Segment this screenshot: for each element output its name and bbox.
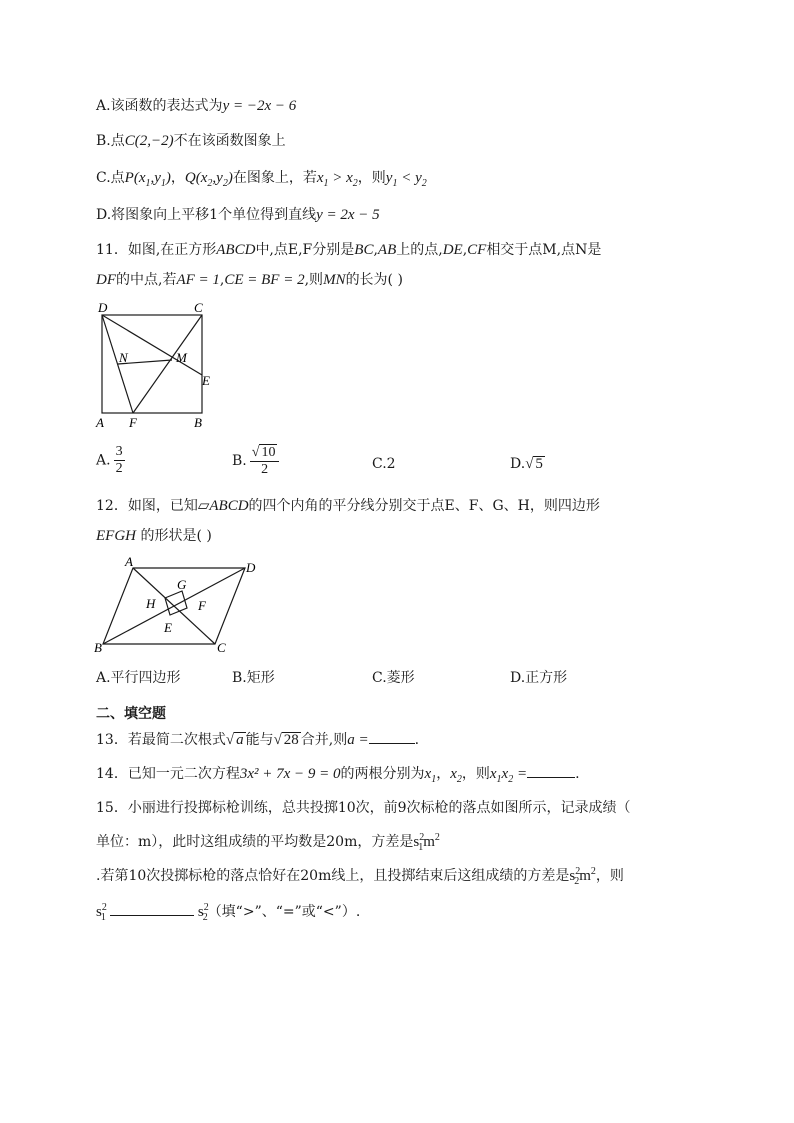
q11-label-b: B [194, 415, 202, 430]
q11-stem-line1: 11．如图,在正方形ABCD中,点E,F分别是BC,AB上的点,DE,CF相交于点M,点N是 [96, 242, 602, 258]
q12-quadrilateral-efgh [165, 591, 187, 615]
q14-stem: 14．已知一元二次方程3x² + 7x − 9 = 0的两根分别为$x_1$，$x_2$，则$x_1x_2$ = . [96, 763, 580, 790]
q11-label-n: N [119, 350, 128, 365]
q10-option-c: C.点$P(x_1,y_1)$，$Q(x_2,y_2)$在图象上，若$x_1 > x_2$，则$y_1 < y_2$ [96, 170, 427, 189]
q12-parallelogram-figure [90, 556, 270, 656]
q15-stem-line4: $s^2_1$ $s^2_2$（填“>”、“=”或“<”）. [96, 902, 361, 923]
q10-option-d-expr: y = 2x − 5 [316, 207, 380, 223]
q11-option-b-fraction: $\frac{√ 10}{2}$ [250, 444, 280, 478]
q11-label-d: D [98, 300, 108, 315]
q11-label-f: F [129, 415, 137, 430]
q12-stem-line1: 12．如图，已知▱ABCD的四个内角的平分线分别交于点E、F、G、H，则四边形 [96, 498, 600, 514]
q12-label-e: E [164, 620, 172, 635]
q11-option-a-fraction: $\frac{3}{2}$ [115, 444, 123, 476]
q10-option-a [96, 96, 296, 116]
q15-stem-line3: .若第10次投掷标枪的落点恰好在20m线上，且投掷结束后这组成绩的方差是$s^2_2m^2$，则 [96, 866, 624, 887]
q10-option-c-prefix: C.点 [96, 170, 125, 186]
q11-label-m: M [176, 350, 187, 365]
q11-segment-de [102, 315, 202, 375]
q15-answer-blank[interactable] [110, 901, 194, 916]
q13-answer-blank[interactable] [369, 729, 415, 744]
q14-answer-blank[interactable] [527, 763, 575, 778]
q11-option-b[interactable]: B. $\frac{√ 10}{2}$ [232, 444, 279, 478]
q12-label-d: D [246, 560, 256, 575]
q11-label-e: E [202, 373, 210, 388]
q10-option-c-point-p: $P(x_1,y_1)$ [124, 170, 171, 189]
q10-option-a-expr: y = −2x − 6 [222, 98, 297, 114]
q11-option-c[interactable]: C.2 [372, 456, 396, 472]
q12-option-b[interactable]: B.矩形 [232, 670, 275, 686]
q12-label-g: G [177, 577, 187, 592]
q11-option-a[interactable]: A. $\frac{3}{2}$ [96, 444, 123, 476]
q10-option-b-prefix: B.点 [96, 133, 125, 149]
q11-option-d[interactable]: D.√ 5 [510, 456, 543, 472]
q13-stem: 13．若最简二次根式√ a 能与√ 28 合并,则a = . [96, 729, 419, 750]
q15-stem-line1: 15．小丽进行投掷标枪训练，总共投掷10次，前9次标枪的落点如图所示，记录成绩（ [96, 800, 631, 816]
q12-label-c: C [217, 640, 226, 655]
q12-stem-line2: EFGH 的形状是( ) [96, 528, 212, 544]
q10-option-b [96, 131, 286, 151]
q10-option-b-suffix: 不在该函数图象上 [173, 133, 286, 149]
q12-option-a[interactable]: A.平行四边形 [96, 670, 181, 686]
q10-option-c-cond: $x_1 > x_2$ [316, 170, 358, 189]
q12-label-a: A [125, 556, 133, 569]
q10-option-c-point-q: $Q(x_2,y_2)$ [184, 170, 233, 189]
q15-stem-line2: 单位：m），此时这组成绩的平均数是20m，方差是$s^2_1m^2$ [96, 832, 440, 853]
q11-stem-line2: DF的中点,若AF = 1,CE = BF = 2,则MN的长为( ) [96, 272, 403, 288]
q10-option-c-then: ，则 [357, 170, 386, 186]
section-fill-in-heading: 二、填空题 [96, 706, 166, 722]
q11-segment-df [102, 315, 133, 413]
q10-option-c-mid: 在图象上，若 [232, 170, 317, 186]
q11-square-figure [90, 296, 230, 431]
q12-option-d[interactable]: D.正方形 [510, 670, 568, 686]
q11-segment-cf [133, 315, 202, 413]
q12-label-f: F [198, 598, 206, 613]
q10-option-b-expr: C(2,−2) [124, 133, 174, 149]
q11-label-a: A [96, 415, 104, 430]
q10-option-d [96, 205, 380, 225]
q12-label-h: H [146, 596, 156, 611]
q10-option-c-result: $y_1 < y_2$ [385, 170, 427, 189]
q12-option-c[interactable]: C.菱形 [372, 670, 415, 686]
q11-label-c: C [194, 300, 203, 315]
q12-segment-bd [103, 568, 245, 644]
q10-option-a-text: A.该函数的表达式为 [96, 98, 223, 114]
q10-option-d-prefix: D.将图象向上平移1个单位得到直线 [96, 207, 317, 223]
q12-label-b: B [94, 640, 102, 655]
